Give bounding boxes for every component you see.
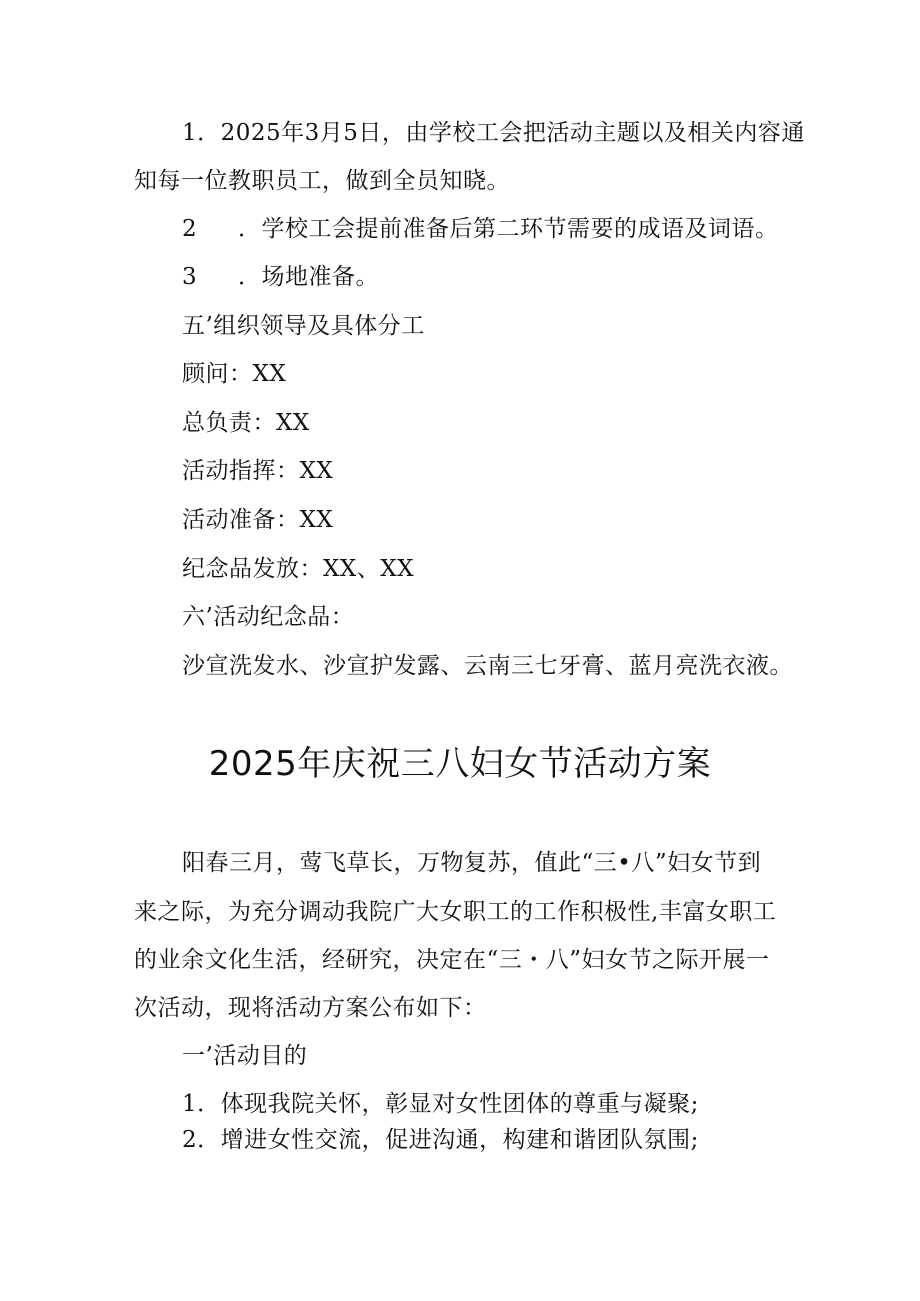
intro-line4: 次活动，现将活动方案公布如下： <box>134 995 487 1021</box>
intro-line1: 阳春三月，莺飞草长，万物复苏，值此“三•八”妇女节到 <box>182 850 762 876</box>
item2-number: 2 <box>182 216 197 242</box>
role-preparation: 活动准备：XX <box>182 507 334 533</box>
goal-item-2: 2．增进女性交流，促进沟通，构建和谐团队氛围; <box>182 1127 699 1153</box>
item2-text: ．学校工会提前准备后第二环节需要的成语及词语。 <box>238 216 779 242</box>
role-souvenir: 纪念品发放：XX、XX <box>182 556 414 582</box>
document-title: 2025年庆祝三八妇女节活动方案 <box>208 744 712 784</box>
gift-list: 沙宣洗发水、沙宣护发露、云南三七牙膏、蓝月亮洗衣液。 <box>182 653 793 679</box>
item3-text: ．场地准备。 <box>238 264 379 290</box>
section1-heading: 一’活动目的 <box>182 1043 308 1069</box>
role-adviser: 顾问：XX <box>182 361 287 387</box>
section6-heading: 六’活动纪念品： <box>182 604 355 630</box>
intro-line2: 来之际，为充分调动我院广大女职工的工作积极性,丰富女职工 <box>134 899 777 925</box>
intro-line3: 的业余文化生活，经研究，决定在“三・八”妇女节之际开展一 <box>134 947 770 973</box>
item3-number: 3 <box>182 264 197 290</box>
section5-heading: 五’组织领导及具体分工 <box>182 313 425 339</box>
goal-item-1: 1．体现我院关怀，彰显对女性团体的尊重与凝聚; <box>182 1091 699 1117</box>
item1-line1: 1．2025年3月5日，由学校工会把活动主题以及相关内容通 <box>182 120 805 146</box>
role-lead: 总负责：XX <box>182 410 310 436</box>
role-director: 活动指挥：XX <box>182 458 334 484</box>
item1-line2: 知每一位教职员工，做到全员知晓。 <box>134 168 510 194</box>
